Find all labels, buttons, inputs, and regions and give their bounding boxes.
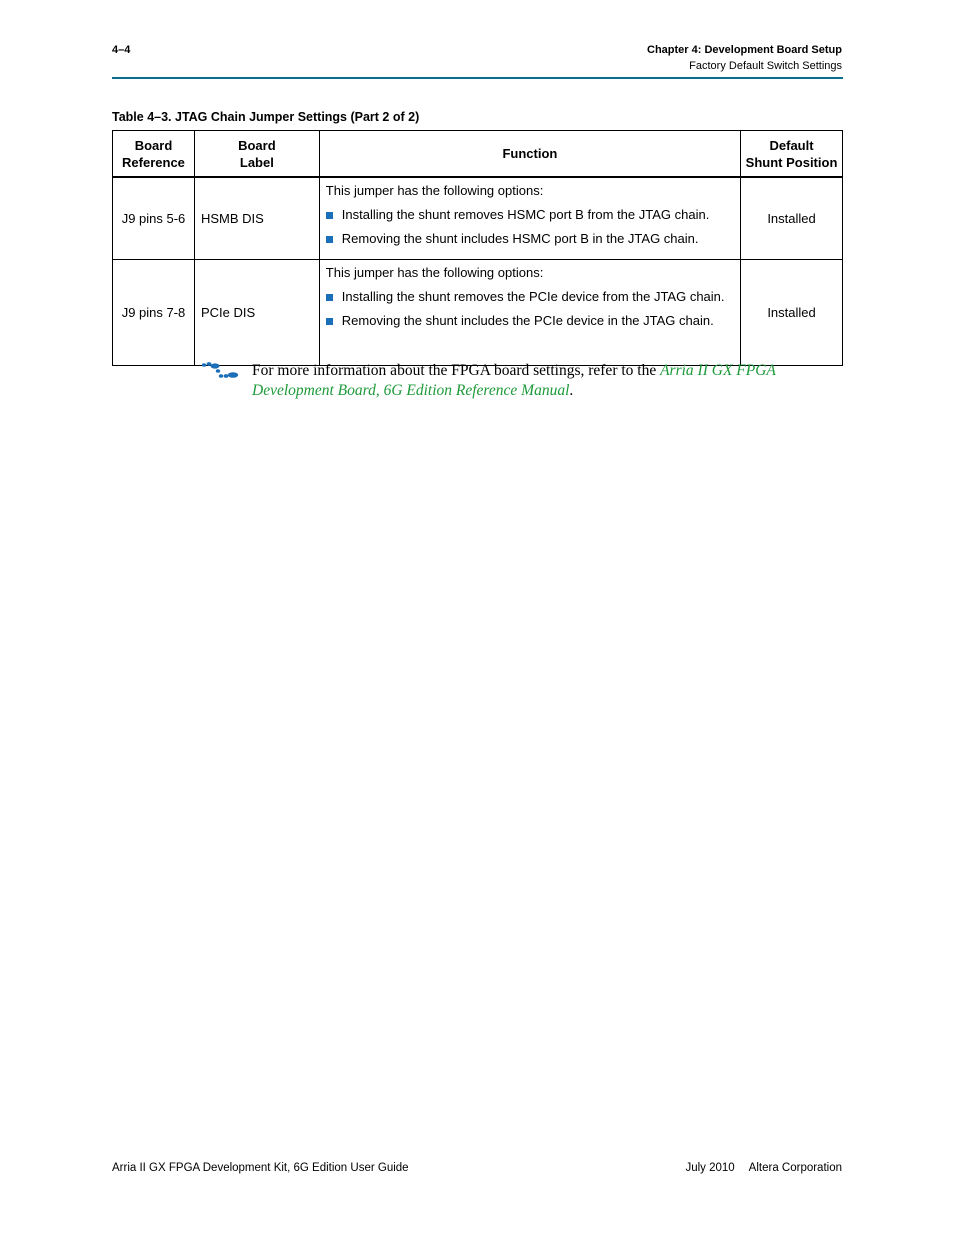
- list-item: [326, 313, 734, 329]
- table-header-row: [113, 131, 843, 178]
- cell-label: PCIe DIS: [194, 260, 319, 366]
- list-item: [326, 231, 734, 247]
- footer-date: July 2010: [685, 1162, 735, 1174]
- list-item: [326, 289, 734, 305]
- bullet-text: Installing the shunt removes HSMC port B from the JTAG chain.: [341, 207, 710, 222]
- col-header-default-shunt: Default Shunt Position: [741, 131, 843, 178]
- note-text-before: For more information about the FPGA board settings, refer to the: [252, 362, 661, 379]
- table-caption: Table 4–3. JTAG Chain Jumper Settings (Part 2 of 2): [112, 110, 420, 124]
- cell-function: [319, 260, 740, 366]
- footer-right: [685, 1162, 842, 1174]
- cell-default: Installed: [741, 177, 843, 260]
- cell-label: HSMB DIS: [194, 177, 319, 260]
- bullet-text: Removing the shunt includes the PCIe device in the JTAG chain.: [341, 313, 714, 328]
- cell-default: Installed: [741, 260, 843, 366]
- footprints-icon: [201, 362, 239, 380]
- function-intro: This jumper has the following options:: [325, 183, 544, 198]
- footer-guide-title: Arria II GX FPGA Development Kit, 6G Edition User Guide: [112, 1162, 409, 1174]
- footer-company: Altera Corporation: [748, 1162, 842, 1174]
- col-header-function: Function: [319, 131, 740, 178]
- bullet-square-icon: [326, 212, 333, 219]
- col-header-board-reference: Board Reference: [113, 131, 195, 178]
- table-row: [113, 260, 843, 366]
- bullet-text: Removing the shunt includes HSMC port B in the JTAG chain.: [341, 231, 699, 246]
- col-header-board-label: Board Label: [194, 131, 319, 178]
- cell-function: [319, 177, 740, 260]
- section-title: Factory Default Switch Settings: [689, 60, 842, 72]
- header-rule: [112, 77, 843, 79]
- table-row: [113, 177, 843, 260]
- cell-reference: J9 pins 7-8: [113, 260, 195, 366]
- note-text-after: .: [569, 382, 574, 399]
- bullet-square-icon: [326, 236, 333, 243]
- chapter-title: Chapter 4: Development Board Setup: [647, 44, 842, 56]
- function-intro: This jumper has the following options:: [325, 265, 544, 280]
- jtag-jumper-table: [112, 130, 843, 366]
- bullet-square-icon: [326, 318, 333, 325]
- bullet-square-icon: [326, 294, 333, 301]
- list-item: [326, 207, 734, 223]
- cell-reference: J9 pins 5-6: [113, 177, 195, 260]
- page-number: 4–4: [112, 44, 131, 56]
- bullet-text: Installing the shunt removes the PCIe device from the JTAG chain.: [341, 289, 725, 304]
- reference-manual-link[interactable]: Arria II GX FPGA Development Board, 6G Edition Reference Manual: [252, 362, 776, 399]
- note-text: [252, 361, 852, 401]
